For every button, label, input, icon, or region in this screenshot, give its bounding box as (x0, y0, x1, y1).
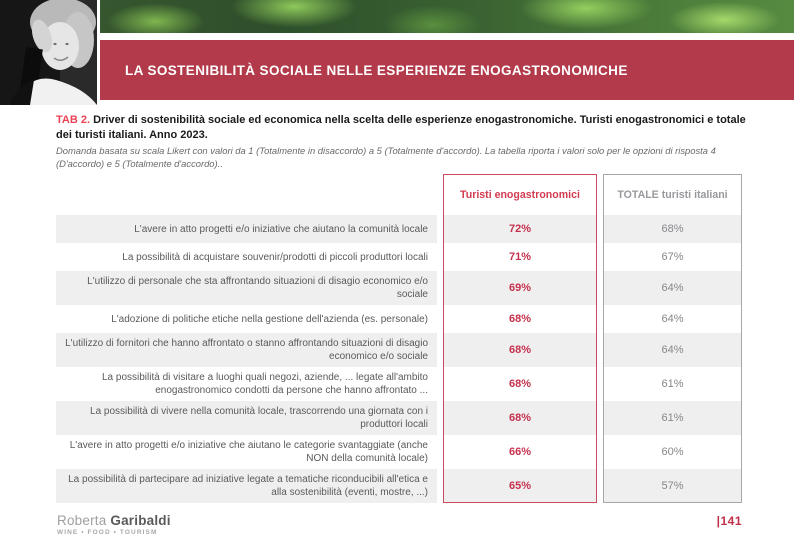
row-value-totale: 64% (603, 271, 742, 305)
brand-logo (57, 513, 171, 536)
row-value-totale: 64% (603, 333, 742, 367)
page-number: |141 (716, 514, 742, 528)
foliage-banner-image (100, 0, 794, 33)
row-label: L'avere in atto progetti e/o iniziative che aiutano la comunità locale (56, 215, 437, 243)
brand-last-name: Garibaldi (110, 513, 171, 528)
row-label: La possibilità di acquistare souvenir/prodotti di piccoli produttori locali (56, 243, 437, 271)
row-value-totale: 61% (603, 367, 742, 401)
row-label: La possibilità di vivere nella comunità locale, trascorrendo una giornata con i produttori locali (56, 401, 437, 435)
caption-body: Driver di sostenibilità sociale ed economica nella scelta delle esperienze enogastronomiche. Turisti enogastronomici e totale dei turisti italiani. Anno 2023. (56, 114, 746, 141)
brand-tagline: WINE • FOOD • TOURISM (57, 529, 158, 536)
table-caption (56, 113, 750, 170)
row-value-turisti: 72% (443, 215, 597, 243)
row-label: L'utilizzo di personale che sta affrontando situazioni di disagio economico e/o sociale (56, 271, 437, 305)
row-label: La possibilità di partecipare ad iniziative legate a tematiche riconducibili all'etica e alla sostenibilità (eventi, mostre, ...) (56, 469, 437, 503)
row-label: L'avere in atto progetti e/o iniziative che aiutano le categorie svantaggiate (anche NON della comunità locale) (56, 435, 437, 469)
data-table (56, 174, 742, 503)
brand-name (57, 513, 171, 528)
row-value-turisti: 68% (443, 367, 597, 401)
row-value-totale: 61% (603, 401, 742, 435)
row-value-totale: 60% (603, 435, 742, 469)
caption-text (56, 113, 750, 142)
row-label: L'adozione di politiche etiche nella gestione dell'azienda (es. personale) (56, 305, 437, 333)
header-spacer (56, 174, 437, 215)
page-title: LA SOSTENIBILITÀ SOCIALE NELLE ESPERIENZE ENOGASTRONOMICHE (125, 62, 628, 78)
column-header-totale-turisti-italiani: TOTALE turisti italiani (603, 174, 742, 215)
row-value-turisti: 66% (443, 435, 597, 469)
row-value-totale: 57% (603, 469, 742, 503)
title-banner (100, 40, 794, 100)
row-value-turisti: 68% (443, 333, 597, 367)
row-value-totale: 67% (603, 243, 742, 271)
column-header-turisti-enogastronomici: Turisti enogastronomici (443, 174, 597, 215)
caption-tag: TAB 2. (56, 114, 91, 126)
row-value-totale: 64% (603, 305, 742, 333)
row-label: L'utilizzo di fornitori che hanno affrontato o stanno affrontando situazioni di disagio economico e/o sociale (56, 333, 437, 367)
row-value-turisti: 68% (443, 401, 597, 435)
row-value-turisti: 69% (443, 271, 597, 305)
row-value-turisti: 68% (443, 305, 597, 333)
author-photo-image (0, 0, 97, 105)
brand-first-name: Roberta (57, 513, 111, 528)
caption-note: Domanda basata su scala Likert con valori da 1 (Totalmente in disaccordo) a 5 (Totalmente d'accordo). La tabella riporta i valori solo per le opzioni di risposta 4 (D'accordo) e 5 (Totalmente d'accordo).. (56, 145, 716, 169)
row-value-totale: 68% (603, 215, 742, 243)
row-value-turisti: 65% (443, 469, 597, 503)
author-photo (0, 0, 97, 105)
row-value-turisti: 71% (443, 243, 597, 271)
row-label: La possibilità di visitare a luoghi quali negozi, aziende, ... legate all'ambito enogastronomico condotti da persone che hanno affrontato ... (56, 367, 437, 401)
